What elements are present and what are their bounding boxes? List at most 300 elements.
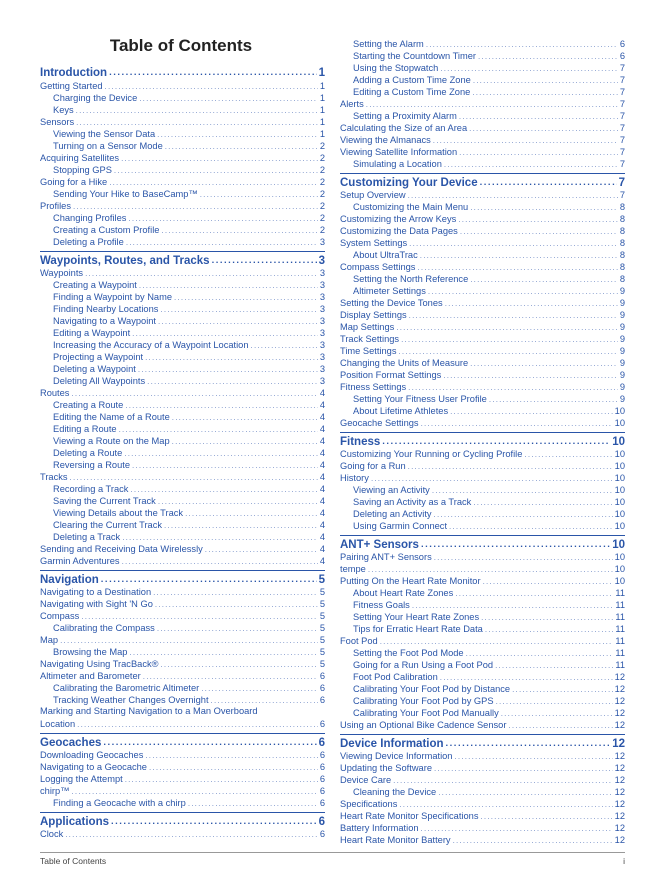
toc-dot-leader bbox=[147, 376, 318, 387]
toc-dot-leader bbox=[251, 340, 318, 351]
toc-dot-leader bbox=[101, 573, 317, 587]
toc-entry[interactable] bbox=[40, 670, 325, 682]
toc-entry-title: Introduction bbox=[40, 67, 108, 79]
toc-entry-title: Customizing Your Running or Cycling Profile bbox=[340, 449, 523, 459]
toc-entry[interactable] bbox=[340, 520, 625, 532]
toc-section-heading[interactable] bbox=[40, 64, 325, 80]
toc-entry[interactable] bbox=[340, 707, 625, 719]
toc-entry[interactable] bbox=[40, 423, 325, 435]
toc-entry[interactable] bbox=[40, 140, 325, 152]
toc-entry[interactable] bbox=[40, 658, 325, 670]
toc-page-number: 10 bbox=[614, 576, 625, 586]
toc-entry[interactable] bbox=[40, 267, 325, 279]
toc-entry-title: Navigating with Sight 'N Go bbox=[40, 599, 153, 609]
toc-entry-title: Starting the Countdown Timer bbox=[353, 51, 476, 61]
toc-entry[interactable] bbox=[40, 471, 325, 483]
toc-dot-leader bbox=[76, 105, 318, 116]
toc-page-number: 4 bbox=[319, 400, 325, 410]
toc-entry-title: Heart Rate Monitor Specifications bbox=[340, 811, 479, 821]
toc-section-heading[interactable] bbox=[340, 432, 625, 449]
toc-entry[interactable] bbox=[340, 611, 625, 623]
toc-page-number: 4 bbox=[319, 448, 325, 458]
toc-entry[interactable] bbox=[340, 695, 625, 707]
toc-entry[interactable] bbox=[340, 213, 625, 225]
toc-dot-leader bbox=[481, 612, 613, 623]
toc-section-heading[interactable] bbox=[40, 570, 325, 587]
toc-entry-title: Editing a Waypoint bbox=[53, 328, 131, 338]
toc-page-number: 7 bbox=[619, 123, 625, 133]
toc-page-number: 1 bbox=[319, 117, 325, 127]
toc-dot-leader bbox=[185, 508, 318, 519]
toc-entry-title: Compass bbox=[40, 611, 80, 621]
toc-entry[interactable] bbox=[40, 507, 325, 519]
toc-entry[interactable] bbox=[340, 345, 625, 357]
toc-dot-leader bbox=[408, 190, 618, 201]
toc-page-number: 3 bbox=[319, 268, 325, 278]
toc-page-number: 3 bbox=[318, 255, 325, 267]
toc-entry[interactable] bbox=[40, 375, 325, 387]
toc-dot-leader bbox=[71, 786, 317, 797]
toc-entry[interactable] bbox=[40, 682, 325, 694]
toc-page-number: 4 bbox=[319, 520, 325, 530]
toc-dot-leader bbox=[382, 435, 610, 449]
toc-page-number: 10 bbox=[614, 509, 625, 519]
toc-dot-leader bbox=[145, 352, 318, 363]
toc-entry[interactable] bbox=[340, 393, 625, 405]
toc-entry[interactable] bbox=[340, 575, 625, 587]
toc-entry-title: Compass Settings bbox=[340, 262, 416, 272]
toc-entry-title: History bbox=[340, 473, 369, 483]
toc-entry[interactable] bbox=[40, 761, 325, 773]
toc-dot-leader bbox=[449, 521, 613, 532]
toc-entry-title: Tracking Weather Changes Overnight bbox=[53, 695, 209, 705]
toc-entry-title: Calculating the Size of an Area bbox=[340, 123, 468, 133]
toc-dot-leader bbox=[472, 87, 618, 98]
toc-dot-leader bbox=[445, 298, 618, 309]
toc-entry-title: Fitness bbox=[340, 436, 381, 448]
toc-page-number: 5 bbox=[319, 623, 325, 633]
toc-entry[interactable] bbox=[340, 134, 625, 146]
toc-dot-leader bbox=[417, 262, 617, 273]
toc-entry-title: Tips for Erratic Heart Rate Data bbox=[353, 624, 483, 634]
toc-entry[interactable] bbox=[340, 683, 625, 695]
toc-entry[interactable] bbox=[340, 659, 625, 671]
toc-page-number: 1 bbox=[319, 93, 325, 103]
toc-page-number: 8 bbox=[619, 214, 625, 224]
toc-entry[interactable] bbox=[40, 646, 325, 658]
toc-entry-title: Reversing a Route bbox=[53, 460, 130, 470]
toc-entry[interactable] bbox=[340, 405, 625, 417]
toc-dot-leader bbox=[501, 708, 613, 719]
toc-entry[interactable] bbox=[340, 273, 625, 285]
toc-page-number: 1 bbox=[318, 67, 325, 79]
toc-dot-leader bbox=[428, 286, 618, 297]
toc-entry[interactable] bbox=[340, 786, 625, 798]
toc-entry[interactable] bbox=[340, 460, 625, 472]
toc-entry[interactable] bbox=[340, 671, 625, 683]
toc-dot-leader bbox=[109, 66, 317, 80]
toc-entry-title: Going for a Run Using a Foot Pod bbox=[353, 660, 494, 670]
toc-page-number: 6 bbox=[319, 829, 325, 839]
toc-dot-leader bbox=[454, 751, 612, 762]
toc-page-number: 9 bbox=[619, 394, 625, 404]
toc-page-number: 3 bbox=[319, 316, 325, 326]
toc-dot-leader bbox=[438, 787, 612, 798]
toc-entry[interactable] bbox=[340, 201, 625, 213]
toc-page-number: 3 bbox=[319, 352, 325, 362]
toc-entry[interactable] bbox=[340, 146, 625, 158]
toc-entry-title: Setting the Alarm bbox=[353, 39, 424, 49]
toc-page-number: 4 bbox=[319, 424, 325, 434]
toc-entry[interactable] bbox=[340, 719, 625, 731]
toc-dot-leader bbox=[158, 316, 318, 327]
toc-page-number: 10 bbox=[612, 436, 625, 448]
toc-page-number: 4 bbox=[319, 472, 325, 482]
toc-entry[interactable] bbox=[40, 622, 325, 634]
toc-section-heading[interactable] bbox=[40, 812, 325, 829]
toc-page-number: 3 bbox=[319, 328, 325, 338]
toc-entry-title: Charging the Device bbox=[53, 93, 138, 103]
toc-entry[interactable] bbox=[40, 291, 325, 303]
toc-entry[interactable] bbox=[40, 598, 325, 610]
toc-entry-title: Clock bbox=[40, 829, 64, 839]
toc-entry[interactable] bbox=[40, 828, 325, 840]
toc-entry-title: Using an Optional Bike Cadence Sensor bbox=[340, 720, 507, 730]
toc-dot-leader bbox=[478, 51, 618, 62]
toc-entry[interactable] bbox=[340, 333, 625, 345]
toc-entry-title: Saving the Current Track bbox=[53, 496, 156, 506]
toc-dot-leader bbox=[122, 532, 318, 543]
toc-entry[interactable] bbox=[340, 448, 625, 460]
toc-entry[interactable] bbox=[340, 750, 625, 762]
toc-entry-title: Editing the Name of a Route bbox=[53, 412, 170, 422]
toc-dot-leader bbox=[470, 358, 618, 369]
toc-entry[interactable] bbox=[40, 483, 325, 495]
toc-entry[interactable] bbox=[40, 411, 325, 423]
toc-entry[interactable] bbox=[340, 74, 625, 86]
toc-entry[interactable] bbox=[340, 297, 625, 309]
toc-entry-title: Getting Started bbox=[40, 81, 103, 91]
toc-entry[interactable] bbox=[340, 261, 625, 273]
toc-entry[interactable] bbox=[340, 623, 625, 635]
toc-entry[interactable] bbox=[40, 555, 325, 567]
toc-dot-leader bbox=[380, 636, 614, 647]
toc-page-number: 3 bbox=[319, 304, 325, 314]
toc-page-number: 8 bbox=[619, 274, 625, 284]
toc-dot-leader bbox=[165, 141, 318, 152]
toc-page-number: 2 bbox=[319, 153, 325, 163]
toc-section-heading[interactable] bbox=[40, 251, 325, 268]
toc-entry[interactable] bbox=[40, 351, 325, 363]
toc-page-number: 8 bbox=[619, 226, 625, 236]
toc-section-heading[interactable] bbox=[340, 173, 625, 190]
toc-entry[interactable] bbox=[40, 363, 325, 375]
toc-entry[interactable] bbox=[340, 810, 625, 822]
toc-entry[interactable] bbox=[40, 718, 325, 730]
toc-entry-title: Setting the North Reference bbox=[353, 274, 469, 284]
toc-entry-title: Fitness Settings bbox=[340, 382, 407, 392]
toc-entry-title: Viewing an Activity bbox=[353, 485, 430, 495]
toc-page-number: 2 bbox=[319, 165, 325, 175]
toc-page-number: 7 bbox=[619, 87, 625, 97]
toc-dot-leader bbox=[421, 538, 610, 552]
toc-entry[interactable] bbox=[40, 785, 325, 797]
toc-entry[interactable] bbox=[40, 339, 325, 351]
toc-dot-leader bbox=[443, 370, 618, 381]
toc-entry[interactable] bbox=[340, 158, 625, 170]
toc-entry-title: Setting Your Heart Rate Zones bbox=[353, 612, 480, 622]
toc-entry[interactable] bbox=[340, 357, 625, 369]
toc-entry[interactable] bbox=[340, 38, 625, 50]
toc-entry[interactable] bbox=[40, 706, 325, 718]
toc-dot-leader bbox=[109, 177, 318, 188]
toc-page-number: 5 bbox=[319, 647, 325, 657]
toc-entry[interactable] bbox=[340, 285, 625, 297]
toc-entry[interactable] bbox=[40, 200, 325, 212]
toc-entry-title: Logging the Attempt bbox=[40, 774, 123, 784]
toc-page-number: 4 bbox=[319, 544, 325, 554]
toc-page-number: 7 bbox=[619, 75, 625, 85]
toc-dot-leader bbox=[433, 135, 618, 146]
toc-page-number: 11 bbox=[615, 612, 625, 622]
toc-entry-title: Location bbox=[40, 719, 76, 729]
toc-entry[interactable] bbox=[40, 164, 325, 176]
toc-entry-title: Calibrating Your Foot Pod Manually bbox=[353, 708, 499, 718]
toc-entry-title: Setting Your Fitness User Profile bbox=[353, 394, 487, 404]
toc-entry-title: Routes bbox=[40, 388, 70, 398]
toc-entry[interactable] bbox=[340, 834, 625, 846]
toc-dot-leader bbox=[460, 226, 618, 237]
toc-entry-title: Finding a Geocache with a chirp bbox=[53, 798, 186, 808]
toc-entry[interactable] bbox=[40, 634, 325, 646]
toc-page-number: 9 bbox=[619, 382, 625, 392]
toc-entry[interactable] bbox=[40, 315, 325, 327]
toc-entry[interactable] bbox=[340, 369, 625, 381]
toc-dot-leader bbox=[426, 39, 618, 50]
toc-dot-leader bbox=[470, 274, 618, 285]
toc-page-number: 10 bbox=[614, 406, 625, 416]
toc-page-number: 3 bbox=[319, 292, 325, 302]
toc-entry-title: Projecting a Waypoint bbox=[53, 352, 144, 362]
toc-entry[interactable] bbox=[340, 762, 625, 774]
toc-entry[interactable] bbox=[40, 80, 325, 92]
toc-entry[interactable] bbox=[40, 586, 325, 598]
toc-entry-title: Customizing the Data Pages bbox=[340, 226, 458, 236]
toc-entry[interactable] bbox=[340, 551, 625, 563]
toc-dot-leader bbox=[401, 334, 618, 345]
toc-entry[interactable] bbox=[340, 798, 625, 810]
toc-entry[interactable] bbox=[340, 62, 625, 74]
toc-entry[interactable] bbox=[40, 128, 325, 140]
toc-entry-title: Device Care bbox=[340, 775, 392, 785]
toc-entry[interactable] bbox=[340, 472, 625, 484]
toc-entry[interactable] bbox=[40, 279, 325, 291]
toc-dot-leader bbox=[85, 268, 318, 279]
toc-entry[interactable] bbox=[340, 237, 625, 249]
toc-entry-title: About Heart Rate Zones bbox=[353, 588, 454, 598]
toc-dot-leader bbox=[153, 587, 318, 598]
toc-entry[interactable] bbox=[340, 225, 625, 237]
toc-entry-title: Marking and Starting Navigation to a Man Overboard bbox=[40, 706, 258, 716]
toc-page-number: 7 bbox=[619, 63, 625, 73]
toc-dot-leader bbox=[200, 189, 318, 200]
toc-page-number: 9 bbox=[619, 346, 625, 356]
toc-dot-leader bbox=[440, 672, 613, 683]
toc-entry[interactable] bbox=[340, 587, 625, 599]
toc-dot-leader bbox=[139, 280, 318, 291]
toc-page-number: 1 bbox=[319, 105, 325, 115]
toc-entry[interactable] bbox=[40, 236, 325, 248]
toc-entry-title: Keys bbox=[53, 105, 74, 115]
toc-dot-leader bbox=[446, 737, 611, 751]
toc-page-number: 5 bbox=[319, 611, 325, 621]
toc-entry[interactable] bbox=[340, 484, 625, 496]
toc-dot-leader bbox=[172, 412, 318, 423]
toc-entry-title: Saving an Activity as a Track bbox=[353, 497, 472, 507]
toc-entry[interactable] bbox=[40, 303, 325, 315]
toc-dot-leader bbox=[125, 400, 318, 411]
toc-entry[interactable] bbox=[340, 599, 625, 611]
toc-entry-title: Using the Stopwatch bbox=[353, 63, 439, 73]
toc-entry[interactable] bbox=[40, 224, 325, 236]
toc-entry[interactable] bbox=[40, 152, 325, 164]
toc-dot-leader bbox=[371, 473, 613, 484]
toc-section-heading[interactable] bbox=[340, 734, 625, 751]
toc-entry[interactable] bbox=[340, 249, 625, 261]
toc-page-number: 12 bbox=[614, 763, 625, 773]
toc-entry[interactable] bbox=[40, 435, 325, 447]
toc-entry[interactable] bbox=[340, 321, 625, 333]
toc-entry-title: Fitness Goals bbox=[353, 600, 410, 610]
toc-dot-leader bbox=[399, 346, 618, 357]
toc-page-number: 11 bbox=[615, 660, 625, 670]
toc-page-number: 6 bbox=[319, 671, 325, 681]
toc-page-number: 11 bbox=[615, 648, 625, 658]
toc-page-number: 7 bbox=[619, 159, 625, 169]
toc-entry[interactable] bbox=[40, 773, 325, 785]
toc-entry[interactable] bbox=[340, 122, 625, 134]
toc-page-number: 2 bbox=[319, 225, 325, 235]
toc-entry-title: Time Settings bbox=[340, 346, 397, 356]
toc-dot-leader bbox=[139, 93, 318, 104]
toc-entry[interactable] bbox=[40, 212, 325, 224]
toc-dot-leader bbox=[161, 225, 317, 236]
toc-dot-leader bbox=[129, 647, 317, 658]
toc-entry-title: Creating a Route bbox=[53, 400, 124, 410]
toc-entry[interactable] bbox=[40, 495, 325, 507]
toc-dot-leader bbox=[459, 147, 618, 158]
toc-entry[interactable] bbox=[40, 459, 325, 471]
toc-entry-title: Editing a Custom Time Zone bbox=[353, 87, 471, 97]
toc-page-number: 10 bbox=[614, 552, 625, 562]
toc-entry[interactable] bbox=[340, 635, 625, 647]
toc-entry-title: Setting a Proximity Alarm bbox=[353, 111, 457, 121]
toc-page-number: 10 bbox=[614, 449, 625, 459]
toc-entry[interactable] bbox=[340, 417, 625, 429]
toc-section-heading[interactable] bbox=[40, 733, 325, 750]
toc-entry[interactable] bbox=[340, 50, 625, 62]
toc-page-number: 10 bbox=[614, 485, 625, 495]
toc-dot-leader bbox=[157, 623, 318, 634]
toc-entry[interactable] bbox=[40, 749, 325, 761]
toc-entry[interactable] bbox=[40, 176, 325, 188]
toc-entry[interactable] bbox=[340, 381, 625, 393]
toc-entry[interactable] bbox=[40, 610, 325, 622]
toc-entry-title: Position Format Settings bbox=[340, 370, 442, 380]
toc-dot-leader bbox=[453, 835, 613, 846]
toc-entry[interactable] bbox=[40, 387, 325, 399]
toc-entry[interactable] bbox=[40, 519, 325, 531]
toc-page-number: 2 bbox=[319, 213, 325, 223]
toc-dot-leader bbox=[77, 719, 318, 730]
toc-entry[interactable] bbox=[40, 543, 325, 555]
toc-dot-leader bbox=[458, 214, 618, 225]
toc-entry[interactable] bbox=[340, 822, 625, 834]
toc-page-number: 6 bbox=[319, 774, 325, 784]
toc-entry-title: Deleting a Profile bbox=[53, 237, 124, 247]
toc-entry[interactable] bbox=[40, 694, 325, 706]
toc-page-number: 12 bbox=[614, 684, 625, 694]
toc-section-heading[interactable] bbox=[340, 535, 625, 552]
toc-entry[interactable] bbox=[340, 98, 625, 110]
toc-page-number: 10 bbox=[614, 461, 625, 471]
toc-page-number: 7 bbox=[619, 190, 625, 200]
toc-entry-title: Viewing the Almanacs bbox=[340, 135, 431, 145]
toc-entry[interactable] bbox=[40, 116, 325, 128]
toc-dot-leader bbox=[105, 81, 318, 92]
toc-entry[interactable] bbox=[340, 508, 625, 520]
toc-entry[interactable] bbox=[40, 104, 325, 116]
toc-entry[interactable] bbox=[40, 92, 325, 104]
toc-entry-title: Changing the Units of Measure bbox=[340, 358, 469, 368]
toc-entry[interactable] bbox=[340, 86, 625, 98]
toc-entry[interactable] bbox=[340, 647, 625, 659]
toc-page-number: 12 bbox=[614, 708, 625, 718]
toc-entry[interactable] bbox=[40, 399, 325, 411]
toc-entry[interactable] bbox=[40, 188, 325, 200]
toc-entry[interactable] bbox=[40, 327, 325, 339]
toc-dot-leader bbox=[368, 564, 613, 575]
toc-entry-title: Display Settings bbox=[340, 310, 407, 320]
toc-dot-leader bbox=[434, 763, 613, 774]
toc-dot-leader bbox=[512, 684, 613, 695]
toc-dot-leader bbox=[205, 544, 318, 555]
toc-entry[interactable] bbox=[340, 189, 625, 201]
toc-page-number: 12 bbox=[614, 696, 625, 706]
toc-entry-title: Editing a Route bbox=[53, 424, 117, 434]
toc-entry[interactable] bbox=[340, 309, 625, 321]
toc-entry[interactable] bbox=[340, 496, 625, 508]
toc-entry[interactable] bbox=[40, 797, 325, 809]
toc-entry[interactable] bbox=[40, 447, 325, 459]
toc-entry[interactable] bbox=[40, 531, 325, 543]
toc-entry[interactable] bbox=[340, 110, 625, 122]
toc-page-number: 11 bbox=[615, 636, 625, 646]
toc-page-number: 3 bbox=[319, 280, 325, 290]
toc-page-number: 3 bbox=[319, 376, 325, 386]
toc-entry-title: Customizing the Arrow Keys bbox=[340, 214, 457, 224]
toc-dot-leader bbox=[130, 484, 317, 495]
toc-dot-leader bbox=[65, 829, 318, 840]
toc-dot-leader bbox=[160, 659, 317, 670]
toc-page-number: 7 bbox=[619, 111, 625, 121]
toc-entry-title: chirp™ bbox=[40, 786, 70, 796]
toc-entry-title: Sensors bbox=[40, 117, 75, 127]
toc-dot-leader bbox=[473, 497, 612, 508]
toc-entry[interactable] bbox=[340, 563, 625, 575]
toc-entry[interactable] bbox=[340, 774, 625, 786]
toc-page-number: 7 bbox=[618, 177, 625, 189]
